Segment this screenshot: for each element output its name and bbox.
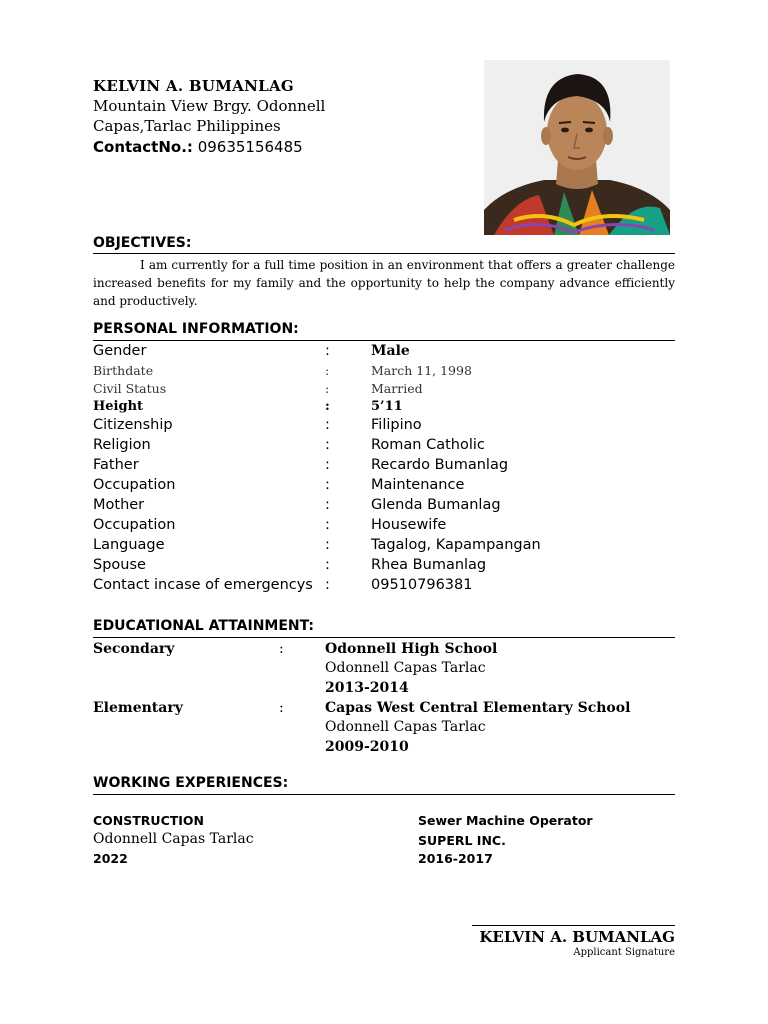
education-school-secondary: Odonnell High School: [325, 641, 498, 657]
work-field: CONSTRUCTION: [93, 813, 205, 828]
signature-caption: Applicant Signature: [573, 947, 675, 958]
address-line-2: Capas,Tarlac Philippines: [93, 117, 281, 135]
education-rule: [93, 637, 675, 638]
objectives-text: I am currently for a full time position in an environment that offers a greater challenge increased benefits for my family and the opportunity to help the company advance efficiently and productively.: [93, 258, 675, 308]
row-separator: :: [325, 517, 330, 533]
education-school-elementary: Capas West Central Elementary School: [325, 700, 631, 716]
personal-info-heading: PERSONAL INFORMATION:: [93, 321, 299, 337]
row-separator: :: [325, 437, 330, 453]
row-separator: :: [325, 363, 330, 378]
row-separator: :: [325, 577, 330, 593]
education-separator: :: [279, 700, 284, 716]
row-separator: :: [325, 343, 330, 359]
contact-number: [93, 138, 303, 156]
personal-row-mother-occupation: [93, 517, 675, 537]
row-separator: :: [325, 557, 330, 573]
row-label: Gender: [93, 343, 147, 359]
row-separator: :: [325, 381, 330, 396]
signature-name: KELVIN A. BUMANLAG: [479, 928, 675, 946]
row-label: Religion: [93, 437, 151, 453]
personal-row-height: [93, 399, 675, 419]
personal-row-citizenship: [93, 417, 675, 437]
row-separator: :: [325, 477, 330, 493]
education-heading: EDUCATIONAL ATTAINMENT:: [93, 618, 315, 634]
personal-row-language: [93, 537, 675, 557]
row-label: Civil Status: [93, 381, 167, 396]
row-value: Recardo Bumanlag: [371, 457, 509, 473]
personal-row-father-occupation: [93, 477, 675, 497]
row-label: Father: [93, 457, 139, 473]
row-value: Tagalog, Kapampangan: [371, 537, 541, 553]
row-label: Occupation: [93, 477, 176, 493]
education-separator: :: [279, 641, 284, 657]
applicant-photo: [484, 60, 670, 235]
row-separator: :: [325, 457, 330, 473]
row-label: Mother: [93, 497, 145, 513]
row-value: Married: [371, 381, 423, 396]
row-separator: :: [325, 497, 330, 513]
row-label: Citizenship: [93, 417, 173, 433]
row-value: Male: [371, 343, 410, 359]
work-position: Sewer Machine Operator: [418, 813, 593, 828]
objectives-heading: OBJECTIVES:: [93, 235, 192, 251]
contact-value: 09635156485: [197, 138, 303, 156]
personal-row-spouse: [93, 557, 675, 577]
work-year: 2022: [93, 851, 128, 866]
work-years: 2016-2017: [418, 851, 493, 866]
portrait-image: [484, 60, 670, 235]
address-line-1: Mountain View Brgy. Odonnell: [93, 97, 326, 115]
row-value: 09510796381: [371, 577, 473, 593]
work-company: SUPERL INC.: [418, 833, 506, 848]
row-label: Contact incase of emergencys: [93, 577, 313, 593]
work-rule: [93, 794, 675, 795]
objectives-rule: [93, 253, 675, 254]
personal-row-birthdate: [93, 363, 675, 383]
applicant-name: KELVIN A. BUMANLAG: [93, 77, 295, 95]
row-value: Roman Catholic: [371, 437, 485, 453]
education-years-elementary: 2009-2010: [325, 739, 409, 755]
row-separator: :: [325, 399, 330, 414]
row-label: Language: [93, 537, 165, 553]
row-value: Filipino: [371, 417, 422, 433]
personal-row-religion: [93, 437, 675, 457]
row-label: Occupation: [93, 517, 176, 533]
personal-row-mother: [93, 497, 675, 517]
contact-label: ContactNo.:: [93, 138, 193, 156]
education-level-secondary: Secondary: [93, 641, 175, 657]
personal-row-emergency-contact: [93, 577, 675, 597]
row-separator: :: [325, 537, 330, 553]
row-separator: :: [325, 417, 330, 433]
row-value: 5’11: [371, 399, 403, 414]
work-location: Odonnell Capas Tarlac: [93, 831, 254, 847]
row-value: Housewife: [371, 517, 447, 533]
personal-row-gender: [93, 343, 675, 363]
personal-info-rule: [93, 340, 675, 341]
education-location-secondary: Odonnell Capas Tarlac: [325, 660, 486, 676]
personal-row-father: [93, 457, 675, 477]
row-value: Glenda Bumanlag: [371, 497, 501, 513]
row-value: Maintenance: [371, 477, 465, 493]
education-location-elementary: Odonnell Capas Tarlac: [325, 719, 486, 735]
row-label: Birthdate: [93, 363, 154, 378]
education-level-elementary: Elementary: [93, 700, 183, 716]
row-label: Height: [93, 399, 144, 414]
personal-row-civil-status: [93, 381, 675, 401]
work-heading: WORKING EXPERIENCES:: [93, 775, 289, 791]
signature-line: [472, 925, 675, 926]
row-value: Rhea Bumanlag: [371, 557, 487, 573]
row-value: March 11, 1998: [371, 363, 472, 378]
row-label: Spouse: [93, 557, 146, 573]
education-years-secondary: 2013-2014: [325, 680, 409, 696]
